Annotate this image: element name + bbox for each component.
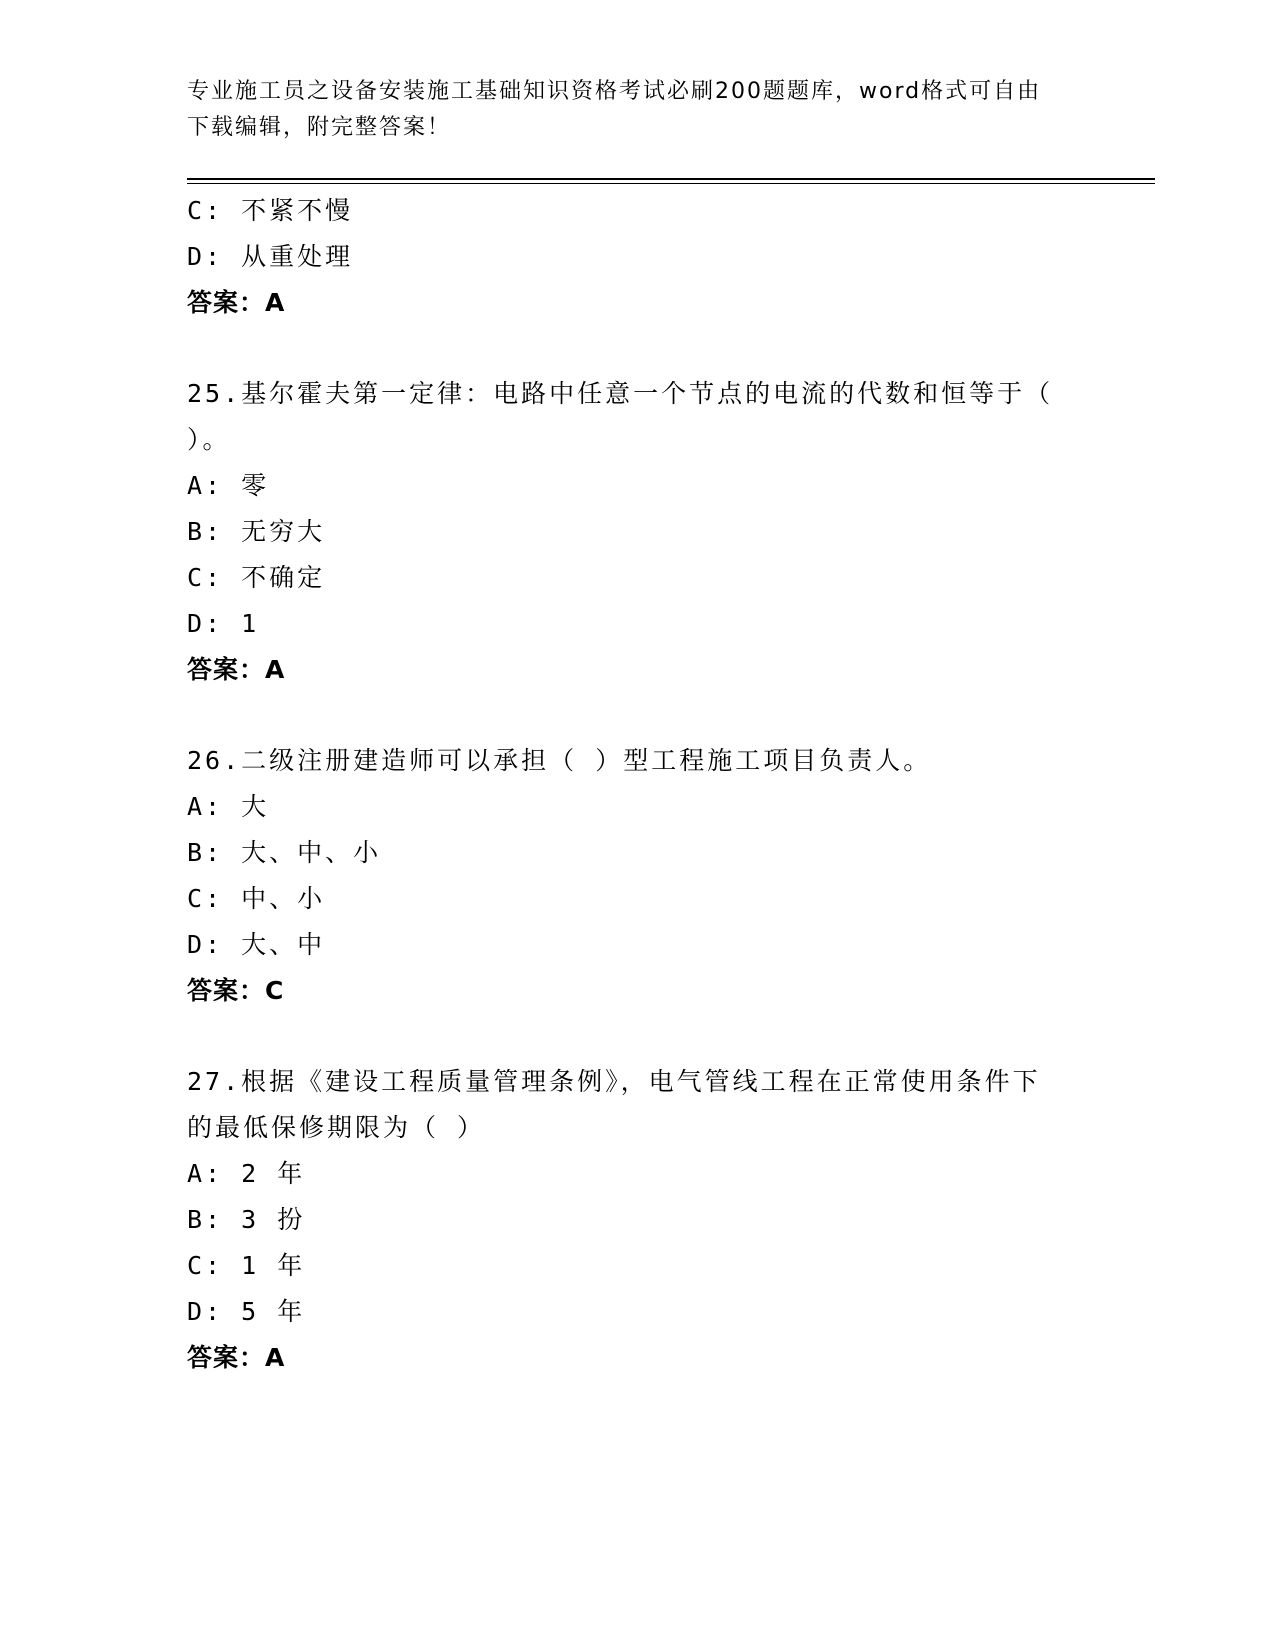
question-26 [187,738,1087,1014]
answer-line: 答案：C [187,976,285,1005]
header-rule-thick [187,178,1155,180]
answer-line: 答案：A [187,655,286,684]
option-a: A: 大 [187,792,270,821]
spacer [187,693,1087,738]
document-header [187,74,1087,146]
option-c: C: 不确定 [187,563,326,592]
question-stem-line: 25.基尔霍夫第一定律：电路中任意一个节点的电流的代数和恒等于（ [187,379,1054,408]
option-d: D: 5 年 [187,1297,306,1326]
question-25 [187,371,1087,693]
spacer [187,1014,1087,1059]
header-line-2: 下载编辑，附完整答案！ [187,115,452,140]
option-a: A: 零 [187,471,270,500]
question-stem-line: 26.二级注册建造师可以承担（ ）型工程施工项目负责人。 [187,746,932,775]
option-b: B: 无穷大 [187,517,326,546]
question-content [187,188,1087,1381]
prev-question-block [187,188,1087,326]
question-27 [187,1059,1087,1381]
question-stem-line: ）。 [187,425,231,454]
answer-line: 答案：A [187,1343,286,1372]
option-b: B: 3 扮 [187,1205,306,1234]
spacer [187,326,1087,371]
option-d: D: 1 [187,609,260,638]
header-line-1: 专业施工员之设备安装施工基础知识资格考试必刷200题题库，word格式可自由 [187,79,1042,104]
option-d: D: 从重处理 [187,242,354,271]
option-d: D: 大、中 [187,930,326,959]
option-a: A: 2 年 [187,1159,306,1188]
header-rule-thin [187,183,1155,184]
option-c: C: 中、小 [187,884,326,913]
option-b: B: 大、中、小 [187,838,382,867]
answer-line: 答案：A [187,288,286,317]
question-stem-line: 27.根据《建设工程质量管理条例》，电气管线工程在正常使用条件下 [187,1067,1041,1096]
question-stem-line: 的最低保修期限为（ ） [187,1113,486,1142]
option-c: C: 1 年 [187,1251,306,1280]
option-c: C: 不紧不慢 [187,196,354,225]
